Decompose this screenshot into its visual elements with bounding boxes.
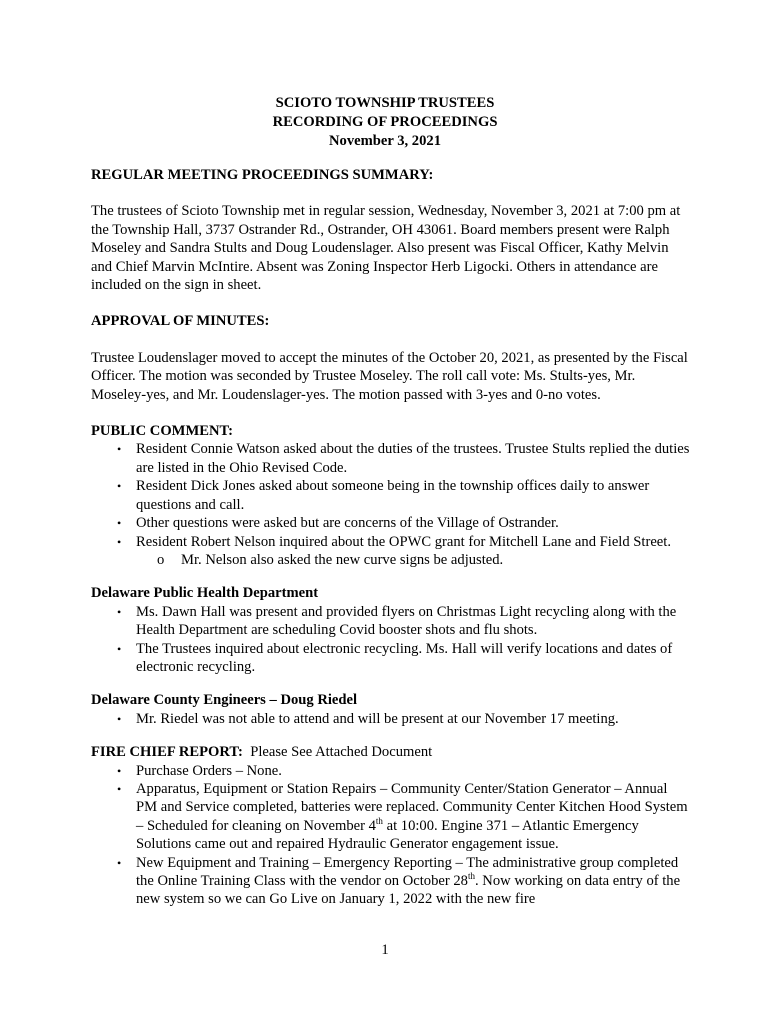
- bullet-icon: •: [117, 763, 122, 778]
- subbullet-icon: o: [157, 551, 165, 568]
- public-comment-heading: PUBLIC COMMENT:: [91, 423, 234, 440]
- fire-heading-line: [91, 743, 691, 761]
- document-header: [0, 94, 770, 151]
- bullet-icon: •: [117, 534, 122, 549]
- list-item: • Apparatus, Equipment or Station Repairs – Community Center/Station Generator – Annual PM and Service completed, batteries were replaced. Community Center Kitchen Hood System – Scheduled for cleaning on November 4th at 10:00. Engine 371 – Atlantic Emergency Solutions came out and repaired Hydraulic Generator engagement issue.: [117, 780, 688, 853]
- bullet-icon: •: [117, 711, 122, 726]
- list-item: • Resident Robert Nelson inquired about the OPWC grant for Mitchell Lane and Field Street. o Mr. Nelson also asked the new curve signs be adjusted.: [91, 533, 691, 570]
- fire-list: [91, 762, 691, 909]
- public-comment-sublist: [91, 551, 691, 569]
- page-number: 1: [381, 942, 389, 958]
- bullet-icon: •: [117, 604, 122, 619]
- list-subitem: o Mr. Nelson also asked the new curve signs be adjusted.: [157, 551, 504, 568]
- list-item: • Purchase Orders – None.: [117, 762, 282, 779]
- minutes-text: Trustee Loudenslager moved to accept the minutes of the October 20, 2021, as presented by the Fiscal Officer. The motion was seconded by Trustee Moseley. The roll call vote: Ms. Stults-yes, Mr. Moseley-yes, and Mr. Loudenslager-yes. The motion passed with 3-yes and 0-no votes.: [91, 349, 688, 403]
- engineers-list: [91, 710, 691, 728]
- summary-heading: REGULAR MEETING PROCEEDINGS SUMMARY:: [91, 167, 434, 183]
- bullet-icon: •: [117, 641, 122, 656]
- engineers-heading: Delaware County Engineers – Doug Riedel: [91, 692, 358, 709]
- summary-text: The trustees of Scioto Township met in regular session, Wednesday, November 3, 2021 at 7:00 pm at the Township Hall, 3737 Ostrander Rd., Ostrander, OH 43061. Board members present were Ralph Moseley and Sandra Stults and Doug Loudenslager. Also present was Fiscal Officer, Kathy Melvin and Chief Marvin McIntire. Absent was Zoning Inspector Herb Ligocki. Others in attendance are included on the sign in sheet.: [91, 203, 681, 294]
- list-item: • The Trustees inquired about electronic recycling. Ms. Hall will verify locations and dates of electronic recycling.: [117, 640, 673, 675]
- bullet-icon: •: [117, 855, 122, 870]
- public-comment-list: [91, 440, 691, 569]
- header-date: November 3, 2021: [328, 133, 441, 149]
- list-item: • New Equipment and Training – Emergency Reporting – The administrative group completed the Online Training Class with the vendor on October 28th. Now working on data entry of the new system so we can Go Live on January 1, 2022 with the new fire: [117, 854, 681, 908]
- header-title: SCIOTO TOWNSHIP TRUSTEES: [275, 95, 495, 111]
- fire-heading: FIRE CHIEF REPORT:: [91, 744, 243, 761]
- list-item: • Other questions were asked but are concerns of the Village of Ostrander.: [117, 515, 559, 532]
- bullet-icon: •: [117, 479, 122, 494]
- bullet-icon: •: [117, 781, 122, 796]
- health-list: [91, 603, 691, 677]
- minutes-heading: APPROVAL OF MINUTES:: [91, 313, 270, 330]
- fire-heading-note: Please See Attached Document: [250, 744, 433, 761]
- bullet-icon: •: [117, 516, 122, 531]
- health-heading: Delaware Public Health Department: [91, 585, 319, 602]
- list-item: • Resident Dick Jones asked about someone being in the township offices daily to answer questions and call.: [117, 478, 650, 513]
- document-body: [91, 166, 691, 909]
- list-item: • Resident Connie Watson asked about the duties of the trustees. Trustee Stults replied the duties are listed in the Ohio Revised Code.: [117, 441, 690, 476]
- list-item: • Mr. Riedel was not able to attend and will be present at our November 17 meeting.: [117, 710, 619, 727]
- bullet-icon: •: [117, 442, 122, 457]
- list-item: • Ms. Dawn Hall was present and provided flyers on Christmas Light recycling along with the Health Department are scheduling Covid booster shots and flu shots.: [117, 603, 677, 639]
- header-subtitle: RECORDING OF PROCEEDINGS: [272, 114, 498, 130]
